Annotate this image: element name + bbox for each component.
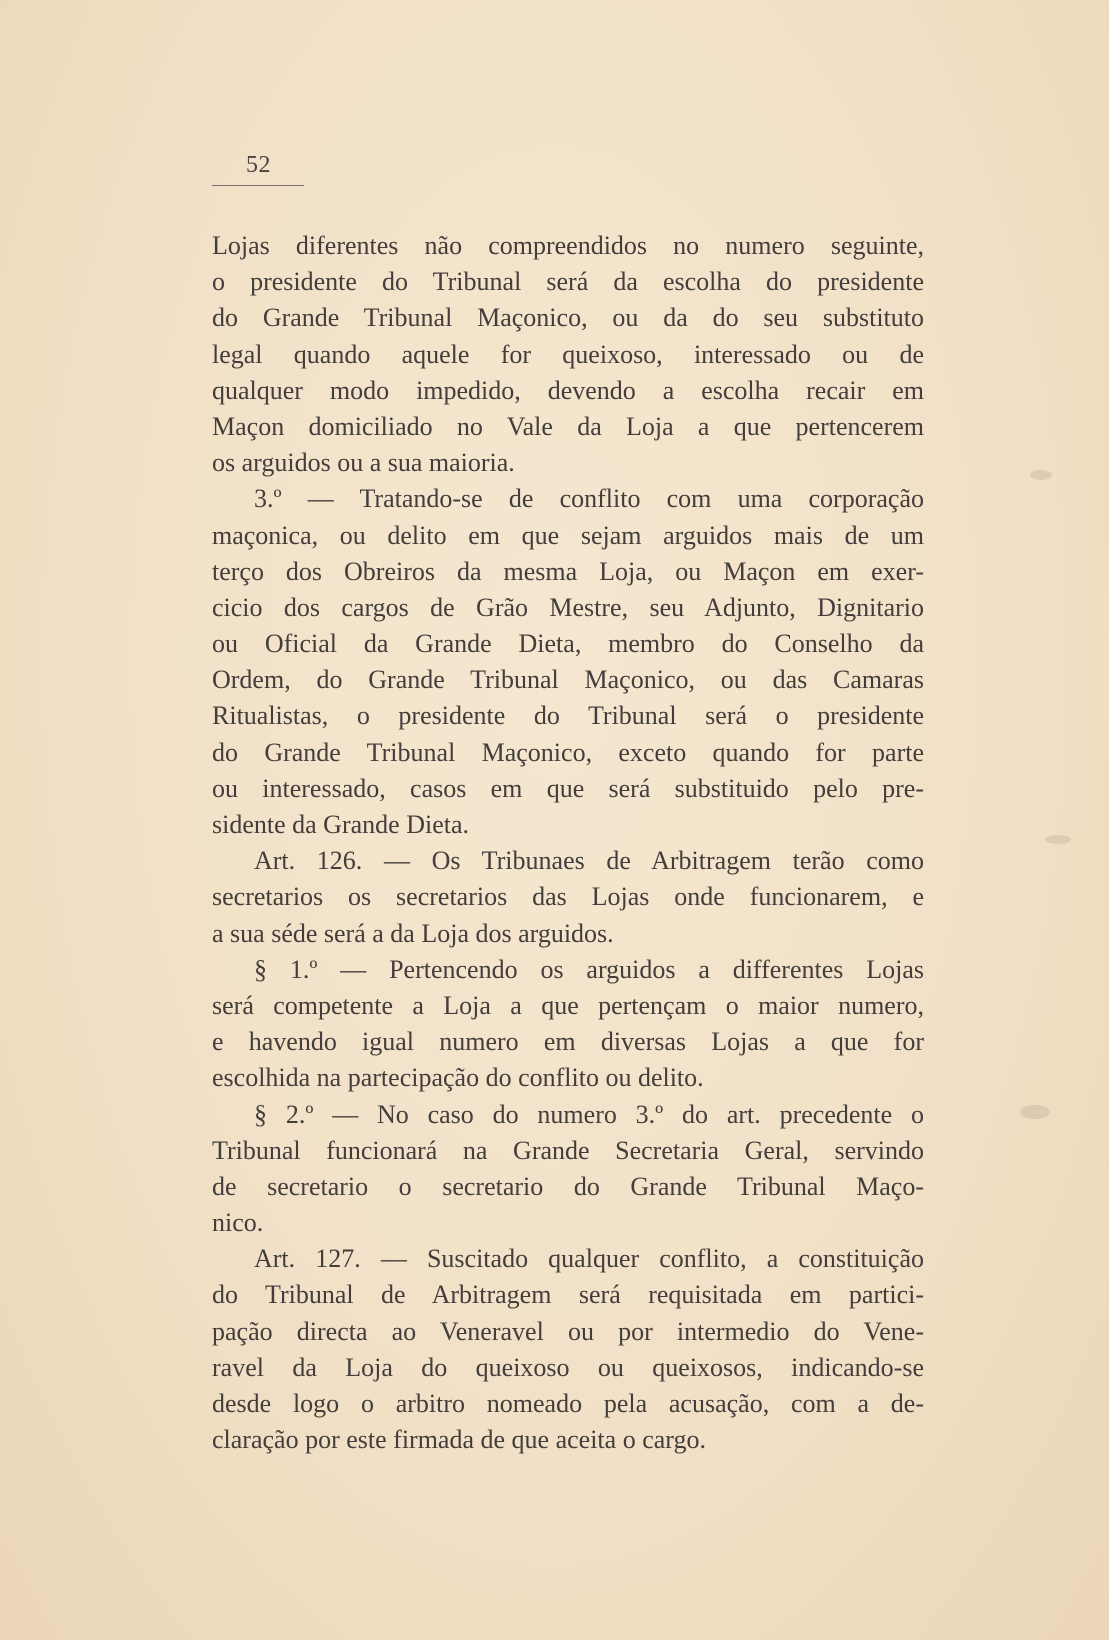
text-line: o presidente do Tribunal será da escolha do presidente [212,267,924,297]
text-line: terço dos Obreiros da mesma Loja, ou Maçon em exer- [212,556,924,586]
text-line: a sua séde será a da Loja dos arguidos. [212,918,614,948]
text-line: pação directa ao Veneravel ou por intermedio do Vene- [212,1316,924,1346]
text-line: ou Oficial da Grande Dieta, membro do Conselho da [212,629,924,659]
text-line: Maçon domiciliado no Vale da Loja a que pertencerem [212,411,924,441]
paper-blemish [1030,470,1052,480]
text-line: legal quando aquele for queixoso, interessado ou de [212,339,924,369]
text-line: Art. 127. — Suscitado qualquer conflito, a constituição [254,1244,924,1274]
text-line: 3.º — Tratando-se de conflito com uma corporação [254,484,924,514]
body-text [212,228,924,1458]
text-line: sidente da Grande Dieta. [212,810,470,839]
text-line: do Grande Tribunal Maçonico, exceto quando for parte [212,737,924,767]
text-line: Ritualistas, o presidente do Tribunal será o presidente [212,701,924,731]
text-line: qualquer modo impedido, devendo a escolha recair em [212,375,924,405]
text-line: ou interessado, casos em que será substituido pelo pre- [212,773,924,803]
text-line: secretarios os secretarios das Lojas onde funcionarem, e [212,882,924,912]
text-line: escolhida na partecipação do conflito ou delito. [212,1063,704,1093]
paper-blemish [1045,835,1071,844]
text-line: Ordem, do Grande Tribunal Maçonico, ou das Camaras [212,665,924,695]
text-line: desde logo o arbitro nomeado pela acusação, com a de- [212,1389,924,1418]
text-line: ravel da Loja do queixoso ou queixosos, indicando-se [212,1352,924,1382]
text-line: os arguidos ou a sua maioria. [212,448,515,478]
page-number: 52 [246,152,271,178]
text-line: Tribunal funcionará na Grande Secretaria Geral, servindo [212,1135,924,1165]
text-line: será competente a Loja a que pertençam o maior numero, [212,990,924,1020]
text-line: do Tribunal de Arbitragem será requisitada em partici- [212,1280,924,1310]
paper-blemish [1020,1105,1050,1119]
text-line: Art. 126. — Os Tribunaes de Arbitragem terão como [254,846,924,876]
text-line: § 2.º — No caso do numero 3.º do art. precedente o [254,1099,924,1129]
text-line: cicio dos cargos de Grão Mestre, seu Adjunto, Dignitario [212,592,924,622]
text-line: nico. [212,1208,264,1238]
text-line: de secretario o secretario do Grande Tribunal Maço- [212,1171,924,1201]
text-line: maçonica, ou delito em que sejam arguidos mais de um [212,520,924,550]
text-line: claração por este firmada de que aceita o cargo. [212,1425,706,1455]
text-line: e havendo igual numero em diversas Lojas a que for [212,1027,924,1057]
text-line: § 1.º — Pertencendo os arguidos a differentes Lojas [254,954,924,984]
text-line: Lojas diferentes não compreendidos no numero seguinte, [212,231,924,260]
text-line: do Grande Tribunal Maçonico, ou da do seu substituto [212,303,924,333]
page-number-rule [212,185,304,186]
